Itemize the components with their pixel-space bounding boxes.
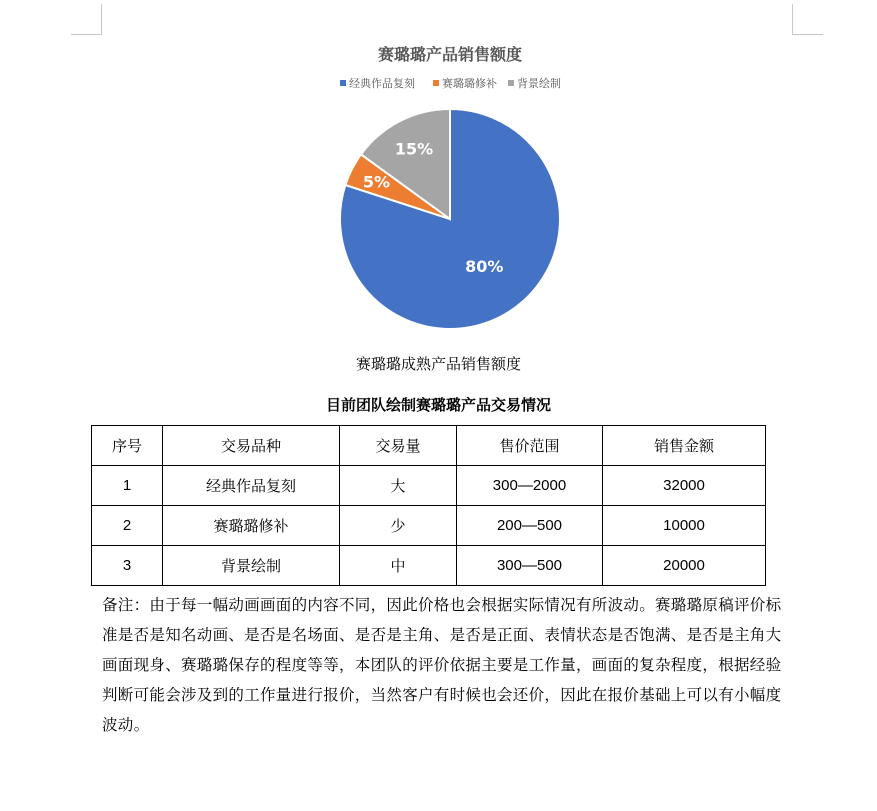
table-cell: 少 [340,506,457,546]
header-cell: 销售金额 [603,426,766,466]
legend-swatch [508,80,514,86]
page-corner-mark-left [71,4,102,35]
table-cell: 20000 [603,546,766,586]
table-row [92,506,766,546]
table-row [92,546,766,586]
chart-legend [340,76,561,90]
table-title: 目前团队绘制赛璐璐产品交易情况 [325,396,551,414]
table-cell: 300—500 [457,546,603,586]
chart-title: 赛璐璐产品销售额度 [377,45,523,64]
legend-label: 赛璐璐修补 [442,77,497,90]
figure-caption: 赛璐璐成熟产品销售额度 [355,355,521,373]
header-cell: 序号 [92,426,163,466]
pie-slice-label: 15% [394,139,434,159]
note-paragraph: 备注：由于每一幅动画画面的内容不同，因此价格也会根据实际情况有所波动。赛璐璐原稿评价标准是否是知名动画、是否是名场面、是否是主角、是否是正面、表情状态是否饱满、是否是主角大画面现身、赛璐璐保存的程度等等，本团队的评价依据主要是工作量，画面的复杂程度，根据经验判断可能会涉及到的工作量进行报价，当然客户有时候也会还价，因此在报价基础上可以有小幅度波动。 [102,596,782,734]
table-cell: 32000 [603,466,766,506]
table-cell: 赛璐璐修补 [163,506,340,546]
legend-item [508,76,561,90]
table-row [92,466,766,506]
trade-table [91,425,766,586]
table-cell: 中 [340,546,457,586]
table-cell: 背景绘制 [163,546,340,586]
pie-chart [300,35,600,340]
table-cell: 1 [92,466,163,506]
table-cell: 大 [340,466,457,506]
header-cell: 售价范围 [457,426,603,466]
legend-label: 背景绘制 [517,77,561,90]
table-cell: 经典作品复刻 [163,466,340,506]
pie-slice-label: 5% [362,172,391,192]
legend-item [340,76,415,90]
header-cell: 交易量 [340,426,457,466]
table-cell: 2 [92,506,163,546]
pie-slice-label: 80% [465,257,504,277]
table-cell: 10000 [603,506,766,546]
legend-item [433,76,497,90]
legend-swatch [433,80,439,86]
table-cell: 200—500 [457,506,603,546]
table-cell: 300—2000 [457,466,603,506]
table-header-row [92,426,766,466]
legend-swatch [340,80,346,86]
page-corner-mark-right [792,4,823,35]
header-cell: 交易品种 [163,426,340,466]
legend-label: 经典作品复刻 [349,77,415,90]
pie-slices [340,109,560,329]
table-cell: 3 [92,546,163,586]
